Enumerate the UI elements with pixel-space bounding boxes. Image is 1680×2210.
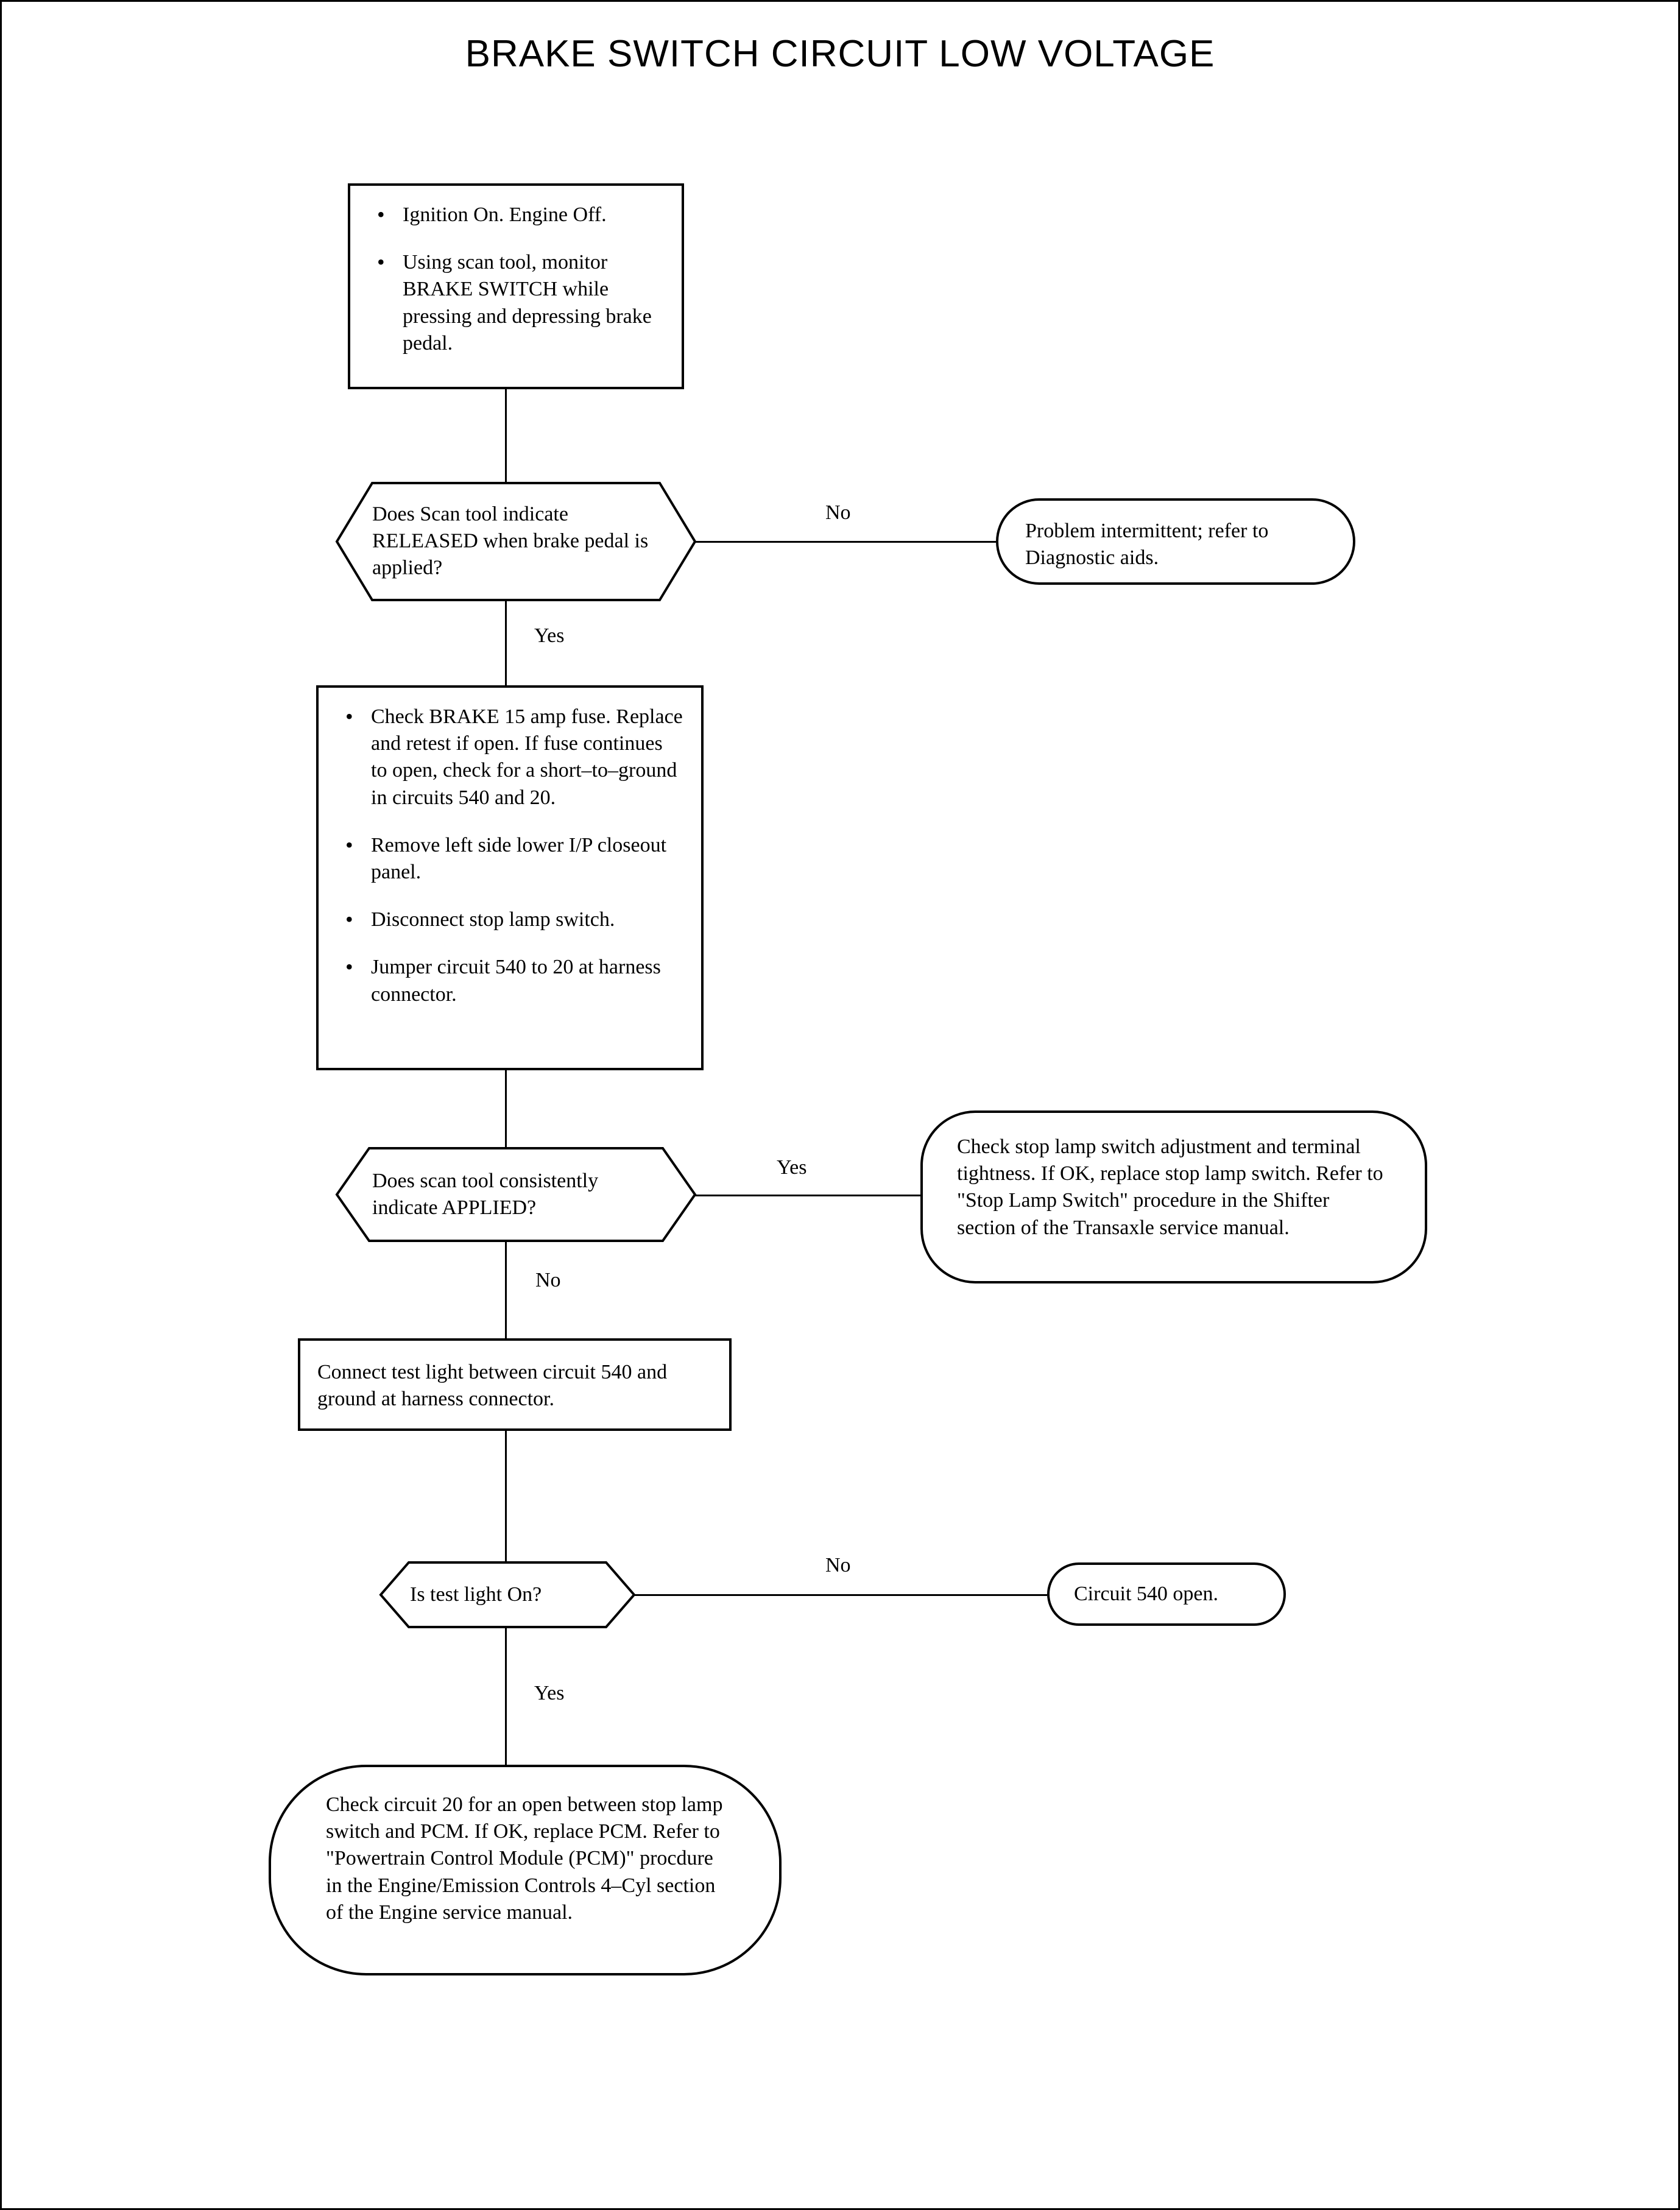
result3-label: Circuit 540 open. <box>1074 1583 1219 1605</box>
result-node-check-circuit-20 <box>269 1765 782 1975</box>
decision2-label: Does scan tool consistently indicate APPLIED? <box>372 1169 599 1219</box>
connector-decision1-no <box>695 541 996 543</box>
edge-label-decision2-yes: Yes <box>777 1156 807 1179</box>
edge-label-decision1-no: No <box>825 501 851 524</box>
list-item: • Check BRAKE 15 amp fuse. Replace and retest if open. If fuse continues to open, check for a short–to–ground in circuits 540 and 20. <box>337 704 683 811</box>
connector-step1-decision1 <box>505 389 507 482</box>
step-node-ignition-on <box>348 183 684 389</box>
edge-label-decision1-yes: Yes <box>534 624 565 647</box>
connector-decision2-yes <box>695 1195 920 1196</box>
step-node-test-light <box>298 1338 732 1431</box>
list-item: • Remove left side lower I/P closeout panel. <box>337 832 683 886</box>
result-node-circuit-540-open <box>1047 1562 1286 1626</box>
edge-label-decision3-yes: Yes <box>534 1682 565 1704</box>
list-item: • Using scan tool, monitor BRAKE SWITCH while pressing and depressing brake pedal. <box>369 249 663 357</box>
decision3-label: Is test light On? <box>410 1583 542 1606</box>
connector-decision3-yes <box>505 1628 507 1765</box>
connector-step3-decision3 <box>505 1431 507 1577</box>
connector-decision2-no <box>505 1242 507 1338</box>
list-item: • Jumper circuit 540 to 20 at harness connector. <box>337 954 683 1008</box>
result4-label: Check circuit 20 for an open between stop lamp switch and PCM. If OK, replace PCM. Refer to "Powertrain Control Module (PCM)" procdure in the Engine/Emission Controls 4–Cyl section of the Engine service manual. <box>326 1793 723 1924</box>
decision-node-test-light-on <box>379 1561 635 1628</box>
connector-decision3-no <box>634 1594 1047 1596</box>
edge-label-decision3-no: No <box>825 1554 851 1576</box>
page-title: BRAKE SWITCH CIRCUIT LOW VOLTAGE <box>465 33 1215 75</box>
result-node-problem-intermittent <box>996 498 1355 585</box>
connector-decision1-yes <box>505 601 507 691</box>
list-item: • Ignition On. Engine Off. <box>369 202 663 228</box>
result1-label: Problem intermittent; refer to Diagnostic aids. <box>1025 520 1269 570</box>
list-item: • Disconnect stop lamp switch. <box>337 906 683 933</box>
step1-bullet-list <box>369 202 663 357</box>
decision-node-released-check <box>336 482 696 601</box>
edge-label-decision2-no: No <box>535 1269 561 1291</box>
step-node-fuse-check <box>316 685 704 1070</box>
result2-label: Check stop lamp switch adjustment and terminal tightness. If OK, replace stop lamp switch. Refer to "Stop Lamp Switch" procedure in the Shifter section of the Transaxle service manual. <box>957 1135 1383 1239</box>
step3-label: Connect test light between circuit 540 and ground at harness connector. <box>317 1361 668 1411</box>
decision1-label: Does Scan tool indicate RELEASED when brake pedal is applied? <box>372 503 649 580</box>
decision-node-applied-check <box>336 1147 696 1242</box>
result-node-stop-lamp-switch <box>920 1110 1427 1283</box>
step2-bullet-list <box>337 704 683 1008</box>
